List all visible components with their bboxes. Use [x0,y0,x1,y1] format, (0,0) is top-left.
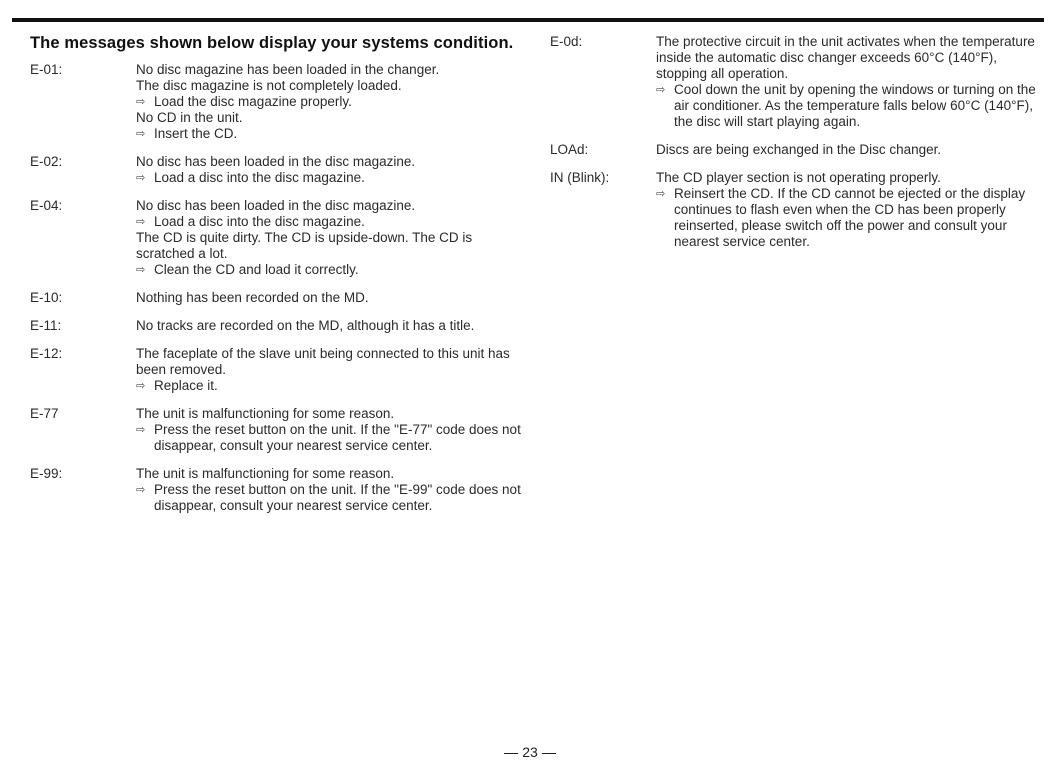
remedy-text: Clean the CD and load it correctly. [154,262,359,277]
arrow-right-icon: ⇨ [136,484,146,496]
remedy-text: Load the disc magazine properly. [154,94,352,109]
message-entry [550,34,1040,130]
message-entry [550,170,1040,250]
description-line: No tracks are recorded on the MD, although it has a title. [136,318,475,333]
message-list-left [30,62,530,514]
arrow-right-icon: ⇨ [136,216,146,228]
remedy-line [656,186,1040,250]
message-entry [30,198,530,278]
error-code: E-02: [30,154,63,169]
remedy-line [136,94,530,110]
message-description [136,466,530,514]
remedy-line [136,214,530,230]
remedy-line [136,482,530,514]
description-line: The faceplate of the slave unit being connected to this unit has been removed. [136,346,510,377]
message-description [136,290,530,306]
description-line: The disc magazine is not completely loaded. [136,78,402,93]
message-entry [550,142,1040,158]
left-column [30,34,530,526]
message-description [136,62,530,142]
dash-left [504,753,518,754]
remedy-text: Press the reset button on the unit. If the "E-77" code does not disappear, consult your nearest service center. [154,422,521,453]
remedy-text: Insert the CD. [154,126,238,141]
section-heading: The messages shown below display your systems condition. [30,34,514,52]
dash-right [542,753,556,754]
remedy-text: Cool down the unit by opening the windows or turning on the air conditioner. As the temperature falls below 60°C (140°F), the disc will start playing again. [674,82,1036,129]
description-line: The CD player section is not operating properly. [656,170,941,185]
error-code: E-77 [30,406,59,421]
error-code: LOAd: [550,142,589,157]
page-number [0,744,1060,760]
error-code: E-0d: [550,34,583,49]
arrow-right-icon: ⇨ [136,172,146,184]
description-line: No CD in the unit. [136,110,243,125]
description-line: Nothing has been recorded on the MD. [136,290,369,305]
error-code: IN (Blink): [550,170,610,185]
error-code: E-99: [30,466,63,481]
remedy-text: Load a disc into the disc magazine. [154,214,365,229]
remedy-line [136,422,530,454]
message-entry [30,406,530,454]
description-line: The protective circuit in the unit activates when the temperature inside the automatic disc changer exceeds 60°C (140°F), stopping all operation. [656,34,1035,81]
message-entry [30,290,530,306]
arrow-right-icon: ⇨ [136,96,146,108]
remedy-line [136,126,530,142]
remedy-text: Reinsert the CD. If the CD cannot be ejected or the display continues to flash even when the CD has been properly reinserted, please switch off the power and consult your nearest service center. [674,186,1026,249]
remedy-line [136,378,530,394]
remedy-line [656,82,1040,130]
description-line: No disc has been loaded in the disc magazine. [136,154,416,169]
error-code: E-01: [30,62,63,77]
message-description [656,170,1040,250]
arrow-right-icon: ⇨ [136,264,146,276]
error-code: E-12: [30,346,63,361]
message-entry [30,318,530,334]
remedy-text: Press the reset button on the unit. If the "E-99" code does not disappear, consult your nearest service center. [154,482,521,513]
top-rule [12,18,1044,22]
description-line: The unit is malfunctioning for some reason. [136,466,395,481]
remedy-text: Load a disc into the disc magazine. [154,170,365,185]
arrow-right-icon: ⇨ [656,188,666,200]
right-column [550,34,1040,262]
message-entry [30,62,530,142]
error-code: E-10: [30,290,63,305]
description-line: Discs are being exchanged in the Disc changer. [656,142,942,157]
description-line: No disc has been loaded in the disc magazine. [136,198,416,213]
arrow-right-icon: ⇨ [136,380,146,392]
remedy-line [136,262,530,278]
message-description [136,154,530,186]
message-description [136,346,530,394]
description-line: No disc magazine has been loaded in the changer. [136,62,440,77]
description-line: The CD is quite dirty. The CD is upside-down. The CD is scratched a lot. [136,230,473,261]
message-entry [30,346,530,394]
remedy-text: Replace it. [154,378,218,393]
message-list-right [550,34,1040,250]
description-line: The unit is malfunctioning for some reason. [136,406,395,421]
error-code: E-04: [30,198,63,213]
arrow-right-icon: ⇨ [136,128,146,140]
message-description [136,318,530,334]
remedy-line [136,170,530,186]
arrow-right-icon: ⇨ [136,424,146,436]
message-entry [30,466,530,514]
error-code: E-11: [30,318,62,333]
message-description [656,34,1040,130]
page-number-value: 23 [522,744,538,760]
message-description [136,406,530,454]
message-description [136,198,530,278]
message-entry [30,154,530,186]
message-description [656,142,1040,158]
arrow-right-icon: ⇨ [656,84,666,96]
